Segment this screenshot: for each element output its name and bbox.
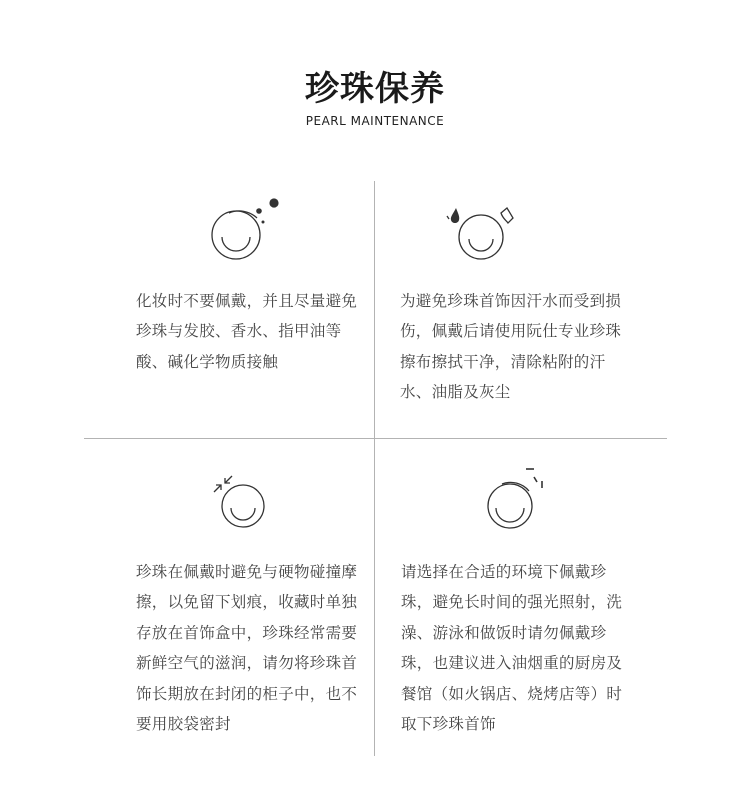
care-text-sweat: 为避免珍珠首饰因汗水而受到损伤，佩戴后请使用阮仕专业珍珠擦布擦拭干净，清除粘附的汗水、油脂及灰尘	[400, 292, 622, 402]
page-subtitle: PEARL MAINTENANCE	[305, 114, 445, 128]
pearl-with-scratch-arrows-icon	[210, 471, 270, 531]
care-text-storage: 珍珠在佩戴时避免与硬物碰撞摩擦，以免留下划痕，收藏时单独存放在首饰盒中，珍珠经常需要新鲜空气的滋润，请勿将珍珠首饰长期放在封闭的柜子中，也不要用胶袋密封	[136, 563, 358, 734]
vertical-divider	[374, 181, 375, 756]
care-text-environment: 请选择在合适的环境下佩戴珍珠，避免长时间的强光照射，洗澡、游泳和做饭时请勿佩戴珍珠，也建议进入油烟重的厨房及餐馆（如火锅店、烧烤店等）时取下珍珠首饰	[401, 563, 623, 734]
pearl-with-drop-and-cloth-icon	[444, 204, 520, 266]
horizontal-divider	[84, 438, 667, 439]
pearl-with-light-rays-icon	[480, 464, 550, 534]
pearl-with-dots-icon	[205, 192, 285, 264]
care-text-cosmetics: 化妆时不要佩戴，并且尽量避免珍珠与发胶、香水、指甲油等酸、碱化学物质接触	[136, 292, 358, 371]
page-title: 珍珠保养	[305, 69, 445, 109]
